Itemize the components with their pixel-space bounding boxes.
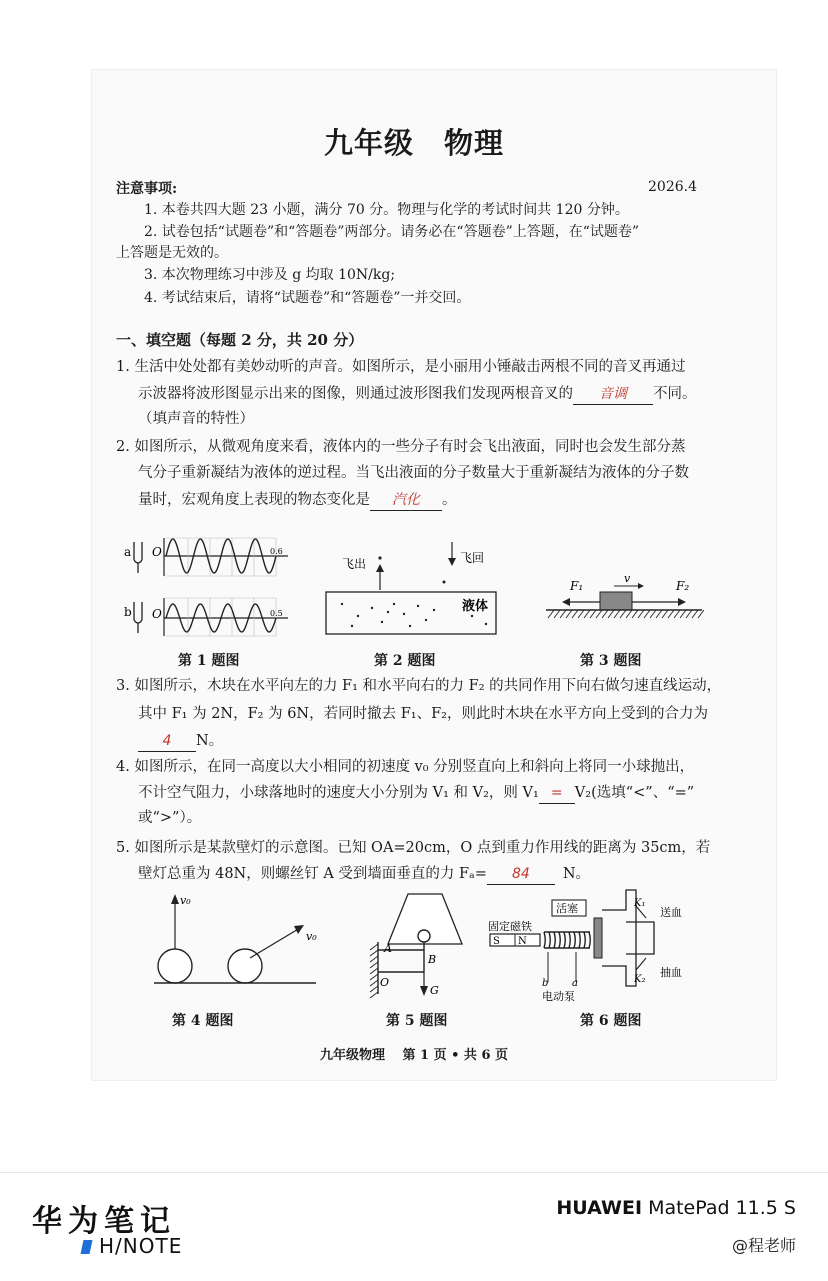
- label-v0-oblique: v₀: [306, 930, 317, 943]
- notice-item: 上答题是无效的。: [116, 245, 228, 261]
- figure-2-caption: 第 2 题图: [374, 653, 436, 669]
- notice-item: 3. 本次物理练习中涉及 g 均取 10N/kg;: [144, 267, 396, 283]
- label-f2: F₂: [676, 579, 690, 593]
- figure-3-block: [544, 570, 704, 622]
- handwritten-answer: 84: [511, 866, 530, 882]
- answer-blank-2: [370, 490, 442, 511]
- figure-5-caption: 第 5 题图: [386, 1013, 448, 1029]
- question-1-line: 示波器将波形图显示出来的图像，则通过波形图我们发现两根音叉的 音调 不同。: [138, 384, 697, 405]
- page-title: [0, 121, 828, 162]
- answer-blank-1: [573, 384, 653, 405]
- question-3-line: 其中 F₁ 为 2N，F₂ 为 6N，若同时撤去 F₁、F₂，则此时木块在水平方向上受到的合力为: [138, 706, 708, 722]
- question-2-line: 量时，宏观角度上表现的物态变化是 汽化 。: [138, 490, 457, 511]
- question-1-line: 1. 生活中处处都有美妙动听的声音。如图所示，是小丽用小锤敲击两根不同的音叉再通过: [116, 359, 686, 375]
- tuning-fork-a-icon: [134, 542, 142, 573]
- app-logo-en: H/NOTE: [82, 1234, 182, 1258]
- author-tag: @程老师: [731, 1236, 796, 1255]
- label-v0-vertical: v₀: [180, 894, 191, 907]
- terminal-a: a: [572, 978, 578, 989]
- label-electric-pump: 电动泵: [542, 990, 575, 1003]
- amplitude-b: 0.5: [270, 609, 283, 618]
- title-grade: 九年级: [323, 126, 414, 160]
- label-draw-blood: 抽血: [660, 966, 682, 979]
- exam-date: 2026.4: [648, 179, 697, 195]
- figure-6-blood-pump: [486, 882, 706, 1004]
- ball-1: [158, 949, 192, 983]
- handwritten-answer: 4: [162, 733, 172, 749]
- app-logo-cn: 华为笔记: [32, 1204, 176, 1239]
- notice-item: 2. 试卷包括“试题卷”和“答题卷”两部分。请务必在“答题卷”上答题，在“试题卷”: [144, 224, 640, 240]
- label-send-blood: 送血: [660, 906, 682, 919]
- figure-3-caption: 第 3 题图: [580, 653, 642, 669]
- question-3-line: 3. 如图所示，木块在水平向左的力 F₁ 和水平向右的力 F₂ 的共同作用下向右做匀速直线运动，: [116, 678, 722, 694]
- piston-plate: [594, 918, 602, 958]
- page-footer: 九年级物理 第 1 页 • 共 6 页: [319, 1048, 509, 1063]
- wood-block: [600, 592, 632, 610]
- origin-label: O: [152, 607, 162, 621]
- figure-5-wall-lamp: [368, 888, 478, 1000]
- tuning-fork-b-icon: [134, 602, 142, 633]
- figure-6-caption: 第 6 题图: [580, 1013, 642, 1029]
- figure-4-caption: 第 4 题图: [172, 1013, 234, 1029]
- answer-blank-3: [138, 731, 196, 752]
- valve-k2: K₂: [634, 974, 646, 985]
- label-fixed-magnet: 固定磁铁: [488, 920, 532, 933]
- handwritten-answer: =: [550, 785, 563, 801]
- amplitude-a: 0.6: [270, 547, 283, 556]
- label-b: b: [124, 605, 132, 619]
- handwritten-answer: 音调: [599, 386, 627, 402]
- label-f1: F₁: [570, 579, 584, 593]
- figure-2-liquid: [322, 538, 502, 638]
- figure-1-caption: 第 1 题图: [178, 653, 240, 669]
- label-fly-out: 飞出: [342, 557, 367, 571]
- origin-label: O: [152, 545, 162, 559]
- pole-n: N: [518, 936, 527, 947]
- notice-item: 1. 本卷共四大题 23 小题，满分 70 分。物理与化学的考试时间共 120 分钟。: [144, 202, 629, 218]
- terminal-b: b: [542, 978, 549, 989]
- label-o: O: [380, 976, 390, 989]
- question-5-line: 5. 如图所示是某款壁灯的示意图。已知 OA=20cm，O 点到重力作用线的距离为 35cm，若: [116, 840, 711, 856]
- question-4-line: 4. 如图所示，在同一高度以大小相同的初速度 v₀ 分别竖直向上和斜向上将同一小球抛出，: [116, 759, 695, 775]
- label-a: a: [124, 545, 132, 559]
- label-g: G: [430, 984, 439, 997]
- label-liquid: 液体: [462, 599, 489, 614]
- notice-heading: 注意事项:: [116, 181, 178, 197]
- title-subject: 物理: [444, 126, 505, 160]
- label-piston: 活塞: [556, 902, 578, 915]
- figure-4-projectiles: [150, 888, 320, 988]
- coil: [544, 932, 590, 948]
- pole-s: S: [493, 936, 500, 947]
- label-fly-back: 飞回: [460, 551, 485, 565]
- notice-item: 4. 考试结束后，请将“试题卷”和“答题卷”一并交回。: [144, 290, 471, 306]
- question-2-line: 2. 如图所示，从微观角度来看，液体内的一些分子有时会飞出液面，同时也会发生部分蒸: [116, 439, 686, 455]
- question-2-line: 气分子重新凝结为液体的逆过程。当飞出液面的分子数量大于重新凝结为液体的分子数: [138, 465, 689, 481]
- question-5-line: 壁灯总重为 48N，则螺丝钉 A 受到墙面垂直的力 Fₐ= 84 N。: [138, 864, 590, 885]
- label-velocity: v: [624, 572, 631, 585]
- bulb-icon: [418, 930, 430, 942]
- question-3-line: 4 N。: [138, 731, 223, 752]
- question-1-line: （填声音的特性）: [138, 411, 254, 427]
- section-heading: 一、填空题（每题 2 分，共 20 分）: [116, 331, 364, 349]
- valve-k1: K₁: [634, 898, 646, 909]
- figure-1-waveforms: [122, 532, 292, 642]
- logo-mark-icon: [81, 1240, 93, 1254]
- handwritten-answer: 汽化: [392, 492, 420, 508]
- device-name: HUAWEI MatePad 11.5 S: [556, 1197, 796, 1219]
- question-4-line: 不计空气阻力，小球落地时的速度大小分别为 V₁ 和 V₂，则 V₁ = V₂(选填“<”、“=”: [138, 783, 694, 804]
- label-a: A: [384, 942, 392, 955]
- question-4-line: 或“>”）。: [138, 810, 202, 826]
- answer-blank-4: [539, 783, 575, 804]
- label-b: B: [428, 953, 437, 966]
